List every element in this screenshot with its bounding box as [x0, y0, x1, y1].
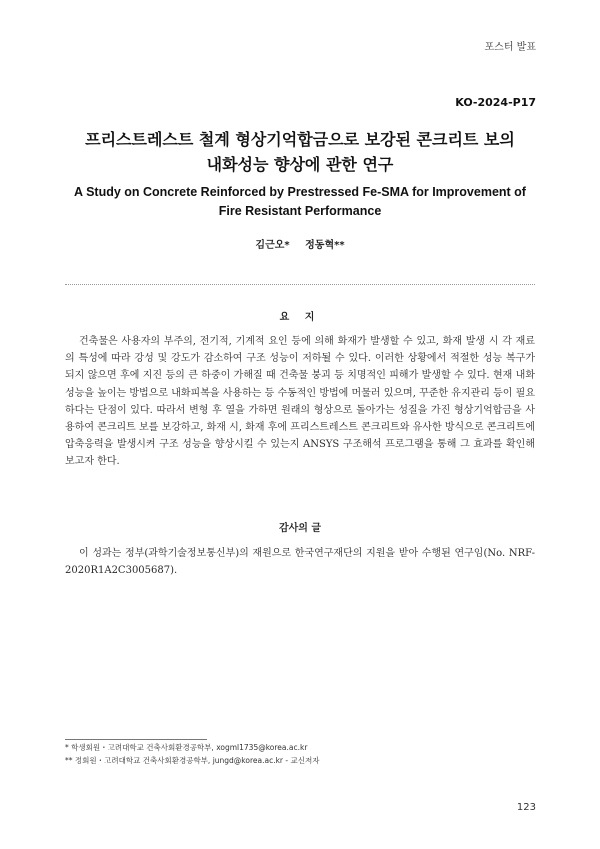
author-1: 김근오* — [255, 240, 290, 251]
title-english-line-1: A Study on Concrete Reinforced by Prestressed Fe-SMA for Improvement of — [74, 185, 526, 199]
paper-id: KO-2024-P17 — [455, 96, 536, 109]
page-number: 123 — [516, 802, 536, 813]
title-english-line-2: Fire Resistant Performance — [218, 204, 382, 218]
author-list — [40, 236, 560, 251]
title-korean-line-1: 프리스트레스트 철계 형상기억합금으로 보강된 콘크리트 보의 — [85, 130, 515, 149]
author-2: 정동혁** — [305, 240, 345, 251]
title-korean-line-2: 내화성능 향상에 관한 연구 — [206, 155, 394, 174]
abstract-body: 건축물은 사용자의 부주의, 전기적, 기계적 요인 등에 의해 화재가 발생할 수 있고, 화재 발생 시 각 재료의 특성에 따라 강성 및 강도가 감소하여 구조 성능이 저하될 수 있다. 이러한 상황에서 적절한 성능 복구가 되지 않으면 후에 지진 등의 큰 하중이 가해질 때 건축물 붕괴 등 치명적인 피해가 발생할 수 있다. 현재 내화성능을 높이는 방법으로 내화피복을 사용하는 등 수동적인 방법에 머물러 있으며, 꾸준한 유지관리 등이 필요하다는 단점이 있다. 따라서 변형 후 열을 가하면 원래의 형상으로 돌아가는 성질을 가진 형상기억합금을 사용하여 콘크리트 보를 보강하고, 화재 시, 화재 후에 프리스트레스트 콘크리트와 유사한 방식으로 콘크리트에 압축응력을 발생시켜 구조 성능을 향상시킬 수 있는지 ANSYS 구조해석 프로그램을 통해 그 효과를 확인해보고자 한다. — [65, 336, 535, 468]
abstract-heading: 요 지 — [279, 312, 321, 323]
section-divider — [65, 284, 535, 285]
footnote-1: * 학생회원・고려대학교 건축사회환경공학부, xogml1735@korea.ac.kr — [65, 743, 308, 752]
session-label: 포스터 발표 — [484, 42, 536, 53]
acknowledgement-body: 이 성과는 정부(과학기술정보통신부)의 재원으로 한국연구재단의 지원을 받아 수행된 연구임(No. NRF-2020R1A2C3005687). — [65, 548, 535, 577]
acknowledgement-heading: 감사의 글 — [278, 523, 322, 534]
footnote-rule — [65, 739, 207, 740]
footnote-2: ** 정회원・고려대학교 건축사회환경공학부, jungd@korea.ac.kr - 교신저자 — [65, 756, 320, 765]
